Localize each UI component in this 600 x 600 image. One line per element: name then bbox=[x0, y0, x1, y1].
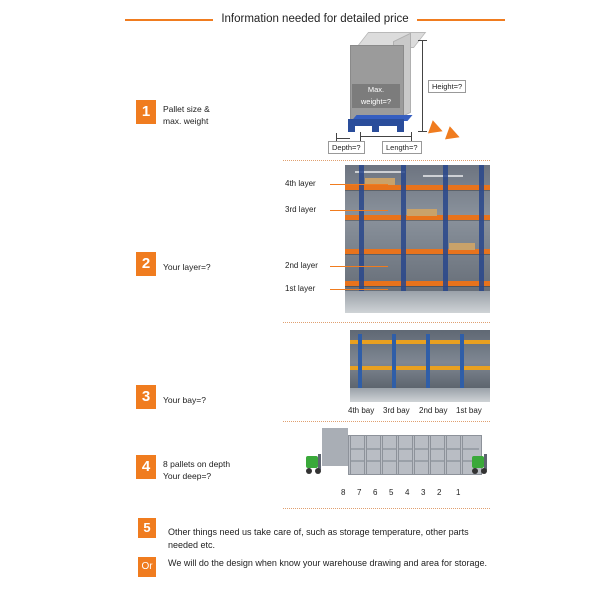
pallet-foot-mid bbox=[372, 126, 379, 132]
bay-label-2: 2nd bay bbox=[419, 406, 448, 415]
rack-pallet-3 bbox=[449, 243, 475, 250]
orange-arrow-1-icon bbox=[428, 120, 445, 138]
height-label: Height=? bbox=[428, 80, 466, 93]
divider-4 bbox=[283, 508, 490, 509]
step-4-label-line1: 8 pallets on depth bbox=[163, 459, 231, 469]
pallet-deck-front bbox=[348, 119, 404, 126]
divider-3 bbox=[283, 421, 490, 422]
layer-label-1: 1st layer bbox=[285, 284, 316, 293]
depth-post-3 bbox=[396, 435, 399, 475]
header-rule-left bbox=[125, 19, 213, 21]
bay-floor bbox=[350, 388, 490, 402]
length-label: Length=? bbox=[382, 141, 422, 154]
forklift-left-icon bbox=[302, 454, 324, 474]
forklift-right-wheel-rear bbox=[481, 468, 487, 474]
depth-diagram bbox=[300, 428, 490, 490]
header-rule-right bbox=[417, 19, 505, 21]
pallet-box-front bbox=[350, 45, 404, 121]
depth-number-6: 6 bbox=[373, 488, 378, 497]
forklift-right-body bbox=[472, 456, 484, 468]
length-dim-tick-left bbox=[360, 132, 361, 141]
step-or-text: We will do the design when know your warehouse drawing and area for storage. bbox=[168, 558, 488, 568]
height-dim-tick-bottom bbox=[418, 131, 427, 132]
orange-arrow-2-icon bbox=[445, 126, 462, 144]
divider-2 bbox=[283, 322, 490, 323]
step-1-label-line2: max. weight bbox=[163, 116, 209, 126]
depth-dim-line bbox=[336, 138, 350, 139]
step-badge-2: 2 bbox=[136, 252, 156, 276]
length-dim-tick-right bbox=[411, 132, 412, 141]
bay-beam-top bbox=[350, 340, 490, 344]
depth-post-1 bbox=[364, 435, 367, 475]
step-2-label: Your layer=? bbox=[163, 262, 211, 272]
forklift-left-wheel-rear bbox=[315, 468, 321, 474]
bay-label-3: 3rd bay bbox=[383, 406, 410, 415]
layer-line-4 bbox=[330, 184, 388, 185]
bay-column-4 bbox=[460, 334, 464, 396]
depth-wall bbox=[322, 428, 348, 466]
step-badge-3: 3 bbox=[136, 385, 156, 409]
layer-label-3: 3rd layer bbox=[285, 205, 317, 214]
depth-post-5 bbox=[428, 435, 431, 475]
depth-label: Depth=? bbox=[328, 141, 365, 154]
forklift-left-wheel-front bbox=[306, 468, 312, 474]
layer-line-1 bbox=[330, 289, 388, 290]
rack-bays-photo bbox=[350, 330, 490, 402]
step-4-label-line2: Your deep=? bbox=[163, 471, 212, 481]
divider-1 bbox=[283, 160, 490, 161]
warehouse-floor bbox=[345, 291, 490, 313]
forklift-left-body bbox=[306, 456, 318, 468]
pallet-diagram bbox=[330, 32, 505, 150]
bay-column-2 bbox=[392, 334, 396, 396]
height-dim-tick-top bbox=[418, 40, 427, 41]
max-weight-label: Max. weight=? bbox=[352, 84, 400, 108]
bay-column-1 bbox=[358, 334, 362, 396]
pallet-foot-left bbox=[348, 126, 355, 132]
step-1-label-line1: Pallet size & bbox=[163, 104, 210, 114]
depth-post-6 bbox=[444, 435, 447, 475]
header bbox=[125, 10, 505, 30]
layer-line-3 bbox=[330, 210, 388, 211]
layer-line-2 bbox=[330, 266, 388, 267]
depth-number-8: 8 bbox=[341, 488, 346, 497]
depth-post-4 bbox=[412, 435, 415, 475]
depth-number-1: 1 bbox=[456, 488, 461, 497]
page-title: Information needed for detailed price bbox=[221, 13, 409, 25]
step-5-text: Other things need us take care of, such as storage temperature, other parts needed etc. bbox=[168, 527, 469, 550]
depth-number-5: 5 bbox=[389, 488, 394, 497]
layer-label-4: 4th layer bbox=[285, 179, 316, 188]
bay-beam-mid bbox=[350, 366, 490, 370]
rack-layers-photo bbox=[345, 165, 490, 313]
rack-pallet-2 bbox=[407, 209, 437, 216]
step-3-label: Your bay=? bbox=[163, 395, 206, 405]
forklift-right-wheel-front bbox=[472, 468, 478, 474]
step-badge-or: Or bbox=[138, 557, 156, 577]
depth-number-4: 4 bbox=[405, 488, 410, 497]
height-dim-line bbox=[422, 40, 423, 132]
bay-label-1: 1st bay bbox=[456, 406, 482, 415]
depth-number-7: 7 bbox=[357, 488, 362, 497]
depth-post-2 bbox=[380, 435, 383, 475]
step-badge-4: 4 bbox=[136, 455, 156, 479]
pallet-foot-right bbox=[397, 126, 404, 132]
depth-post-7 bbox=[460, 435, 463, 475]
step-badge-5: 5 bbox=[138, 518, 156, 538]
forklift-right-icon bbox=[468, 454, 490, 474]
bay-column-3 bbox=[426, 334, 430, 396]
step-badge-1: 1 bbox=[136, 100, 156, 124]
rack-beam-1 bbox=[345, 281, 490, 286]
bay-label-4: 4th bay bbox=[348, 406, 375, 415]
depth-number-2: 2 bbox=[437, 488, 442, 497]
rack-beam-4 bbox=[345, 185, 490, 190]
length-dim-line bbox=[360, 136, 412, 137]
depth-post-0 bbox=[348, 435, 351, 475]
layer-label-2: 2nd layer bbox=[285, 261, 318, 270]
depth-number-3: 3 bbox=[421, 488, 426, 497]
